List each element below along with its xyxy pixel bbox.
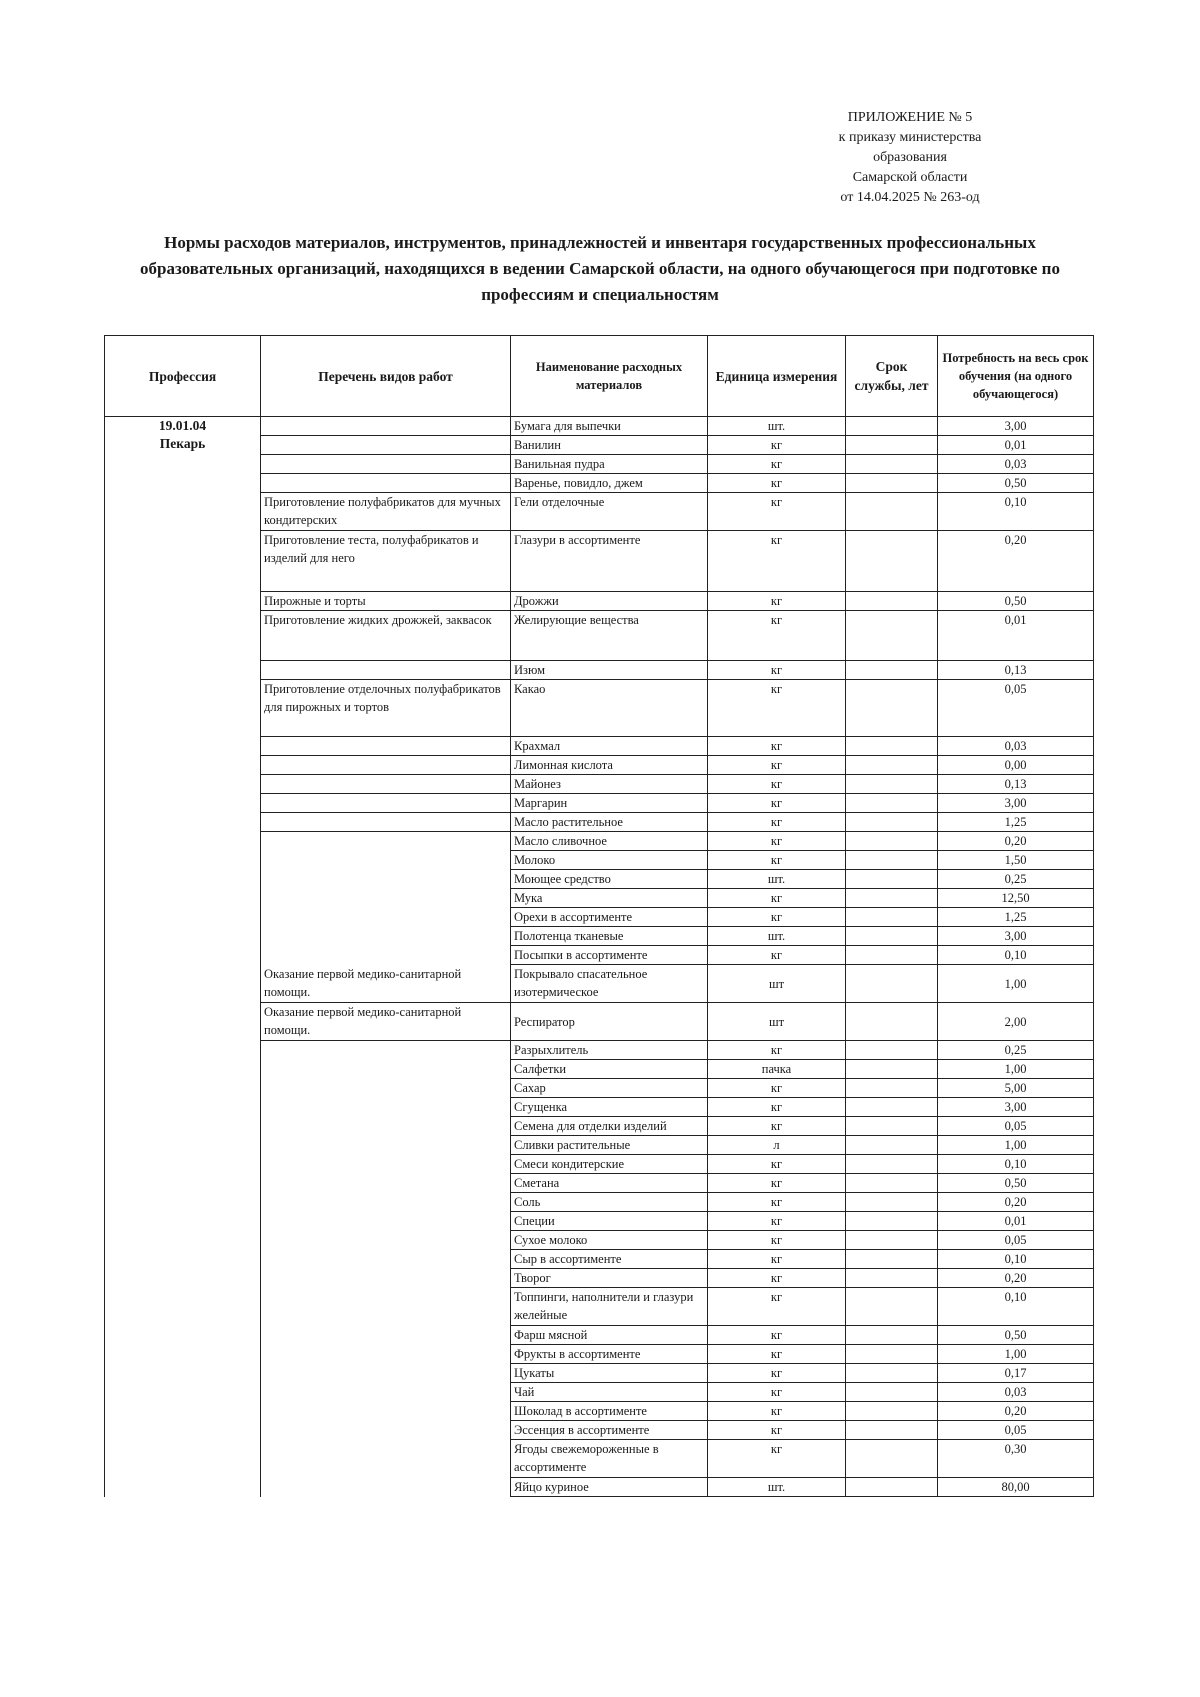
material-cell: Варенье, повидло, джем [511, 474, 708, 493]
unit-cell: кг [708, 1117, 846, 1136]
unit-cell: кг [708, 1364, 846, 1383]
service-life-cell [846, 1364, 938, 1383]
unit-cell: шт. [708, 927, 846, 946]
unit-cell: кг [708, 756, 846, 775]
service-life-cell [846, 775, 938, 794]
material-cell: Специи [511, 1212, 708, 1231]
unit-cell: кг [708, 1402, 846, 1421]
material-cell: Орехи в ассортименте [511, 908, 708, 927]
service-life-cell [846, 680, 938, 737]
material-cell: Семена для отделки изделий [511, 1117, 708, 1136]
need-cell: 0,20 [938, 1193, 1094, 1212]
service-life-cell [846, 611, 938, 661]
unit-cell: кг [708, 1269, 846, 1288]
table-header-row [105, 336, 1094, 417]
need-cell: 12,50 [938, 889, 1094, 908]
service-life-cell [846, 1041, 938, 1060]
material-cell: Какао [511, 680, 708, 737]
unit-cell: шт [708, 1003, 846, 1041]
need-cell: 0,03 [938, 737, 1094, 756]
need-cell: 0,10 [938, 1250, 1094, 1269]
work-cell [261, 832, 511, 965]
unit-cell: кг [708, 1098, 846, 1117]
need-cell: 0,50 [938, 1174, 1094, 1193]
unit-cell: кг [708, 813, 846, 832]
col-material: Наименование расходных материалов [511, 336, 708, 417]
service-life-cell [846, 1326, 938, 1345]
col-profession: Профессия [105, 336, 261, 417]
unit-cell: шт [708, 965, 846, 1003]
unit-cell: кг [708, 1383, 846, 1402]
service-life-cell [846, 813, 938, 832]
service-life-cell [846, 927, 938, 946]
service-life-cell [846, 1212, 938, 1231]
material-cell: Чай [511, 1383, 708, 1402]
material-cell: Салфетки [511, 1060, 708, 1079]
work-cell [261, 661, 511, 680]
material-cell: Сахар [511, 1079, 708, 1098]
work-cell [261, 474, 511, 493]
material-cell: Цукаты [511, 1364, 708, 1383]
unit-cell: кг [708, 1041, 846, 1060]
unit-cell: кг [708, 1421, 846, 1440]
material-cell: Творог [511, 1269, 708, 1288]
need-cell: 0,25 [938, 1041, 1094, 1060]
unit-cell: кг [708, 592, 846, 611]
unit-cell: кг [708, 661, 846, 680]
material-cell: Желирующие вещества [511, 611, 708, 661]
material-cell: Мука [511, 889, 708, 908]
appendix-line-2: образования [873, 150, 947, 165]
profession-code: 19.01.04 [158, 418, 207, 433]
material-cell: Гели отделочные [511, 493, 708, 531]
work-cell [261, 436, 511, 455]
unit-cell: кг [708, 775, 846, 794]
service-life-cell [846, 832, 938, 851]
service-life-cell [846, 889, 938, 908]
unit-cell: кг [708, 832, 846, 851]
col-need: Потребность на весь срок обучения (на одного обучающегося) [938, 336, 1094, 417]
unit-cell: шт. [708, 1478, 846, 1497]
unit-cell: кг [708, 1174, 846, 1193]
service-life-cell [846, 436, 938, 455]
material-cell: Майонез [511, 775, 708, 794]
need-cell: 0,13 [938, 661, 1094, 680]
service-life-cell [846, 1003, 938, 1041]
service-life-cell [846, 1288, 938, 1326]
need-cell: 3,00 [938, 417, 1094, 436]
material-cell: Ягоды свежемороженные в ассортименте [511, 1440, 708, 1478]
need-cell: 0,10 [938, 493, 1094, 531]
need-cell: 0,20 [938, 1402, 1094, 1421]
material-cell: Соль [511, 1193, 708, 1212]
unit-cell: кг [708, 1155, 846, 1174]
unit-cell: пачка [708, 1060, 846, 1079]
work-cell [261, 417, 511, 436]
col-unit: Единица измерения [708, 336, 846, 417]
service-life-cell [846, 794, 938, 813]
unit-cell: кг [708, 493, 846, 531]
need-cell: 0,20 [938, 1269, 1094, 1288]
work-cell: Оказание первой медико-санитарной помощи. [261, 965, 511, 1003]
need-cell: 0,05 [938, 680, 1094, 737]
need-cell: 3,00 [938, 794, 1094, 813]
material-cell: Дрожжи [511, 592, 708, 611]
norms-table [104, 335, 1094, 1497]
need-cell: 0,50 [938, 592, 1094, 611]
service-life-cell [846, 756, 938, 775]
need-cell: 0,20 [938, 832, 1094, 851]
need-cell: 0,05 [938, 1117, 1094, 1136]
work-cell [261, 794, 511, 813]
appendix-line-3: Самарской области [852, 170, 968, 185]
service-life-cell [846, 1478, 938, 1497]
work-cell [261, 737, 511, 756]
material-cell: Респиратор [511, 1003, 708, 1041]
material-cell: Шоколад в ассортименте [511, 1402, 708, 1421]
service-life-cell [846, 1345, 938, 1364]
material-cell: Топпинги, наполнители и глазури желейные [511, 1288, 708, 1326]
service-life-cell [846, 737, 938, 756]
need-cell: 0,05 [938, 1421, 1094, 1440]
unit-cell: л [708, 1136, 846, 1155]
material-cell: Эссенция в ассортименте [511, 1421, 708, 1440]
service-life-cell [846, 870, 938, 889]
need-cell: 0,10 [938, 946, 1094, 965]
need-cell: 0,50 [938, 474, 1094, 493]
need-cell: 0,10 [938, 1155, 1094, 1174]
work-cell: Приготовление отделочных полуфабрикатов для пирожных и тортов [261, 680, 511, 737]
service-life-cell [846, 1231, 938, 1250]
unit-cell: шт. [708, 870, 846, 889]
material-cell: Яйцо куриное [511, 1478, 708, 1497]
material-cell: Ванилин [511, 436, 708, 455]
need-cell: 1,00 [938, 1136, 1094, 1155]
service-life-cell [846, 1383, 938, 1402]
unit-cell: кг [708, 908, 846, 927]
service-life-cell [846, 1155, 938, 1174]
need-cell: 0,01 [938, 436, 1094, 455]
need-cell: 3,00 [938, 1098, 1094, 1117]
work-cell [261, 775, 511, 794]
need-cell: 0,17 [938, 1364, 1094, 1383]
need-cell: 0,30 [938, 1440, 1094, 1478]
material-cell: Крахмал [511, 737, 708, 756]
service-life-cell [846, 1250, 938, 1269]
material-cell: Полотенца тканевые [511, 927, 708, 946]
need-cell: 0,10 [938, 1288, 1094, 1326]
service-life-cell [846, 908, 938, 927]
material-cell: Сливки растительные [511, 1136, 708, 1155]
need-cell: 0,01 [938, 1212, 1094, 1231]
work-cell [261, 756, 511, 775]
appendix-header [780, 108, 1040, 208]
appendix-date: от 14.04.2025 № 263-од [840, 190, 980, 205]
unit-cell: кг [708, 1288, 846, 1326]
work-cell: Приготовление полуфабрикатов для мучных кондитерских [261, 493, 511, 531]
service-life-cell [846, 474, 938, 493]
need-cell: 2,00 [938, 1003, 1094, 1041]
need-cell: 5,00 [938, 1079, 1094, 1098]
service-life-cell [846, 493, 938, 531]
need-cell: 1,50 [938, 851, 1094, 870]
need-cell: 0,20 [938, 531, 1094, 592]
material-cell: Глазури в ассортименте [511, 531, 708, 592]
unit-cell: кг [708, 889, 846, 908]
service-life-cell [846, 1193, 938, 1212]
need-cell: 0,25 [938, 870, 1094, 889]
unit-cell: кг [708, 1079, 846, 1098]
material-cell: Молоко [511, 851, 708, 870]
unit-cell: кг [708, 1326, 846, 1345]
service-life-cell [846, 1269, 938, 1288]
need-cell: 0,05 [938, 1231, 1094, 1250]
unit-cell: кг [708, 1193, 846, 1212]
unit-cell: шт. [708, 417, 846, 436]
need-cell: 1,00 [938, 1060, 1094, 1079]
service-life-cell [846, 455, 938, 474]
service-life-cell [846, 661, 938, 680]
need-cell: 1,25 [938, 813, 1094, 832]
unit-cell: кг [708, 794, 846, 813]
unit-cell: кг [708, 851, 846, 870]
service-life-cell [846, 1136, 938, 1155]
work-cell [261, 1041, 511, 1497]
unit-cell: кг [708, 1212, 846, 1231]
service-life-cell [846, 965, 938, 1003]
service-life-cell [846, 417, 938, 436]
unit-cell: кг [708, 1250, 846, 1269]
service-life-cell [846, 1174, 938, 1193]
document-title: Нормы расходов материалов, инструментов, принадлежностей и инвентаря государственных профессиональных образовательных организаций, находящихся в ведении Самарской области, на одного обучающегося при подготовке по профессиям и специальностям [140, 233, 1060, 304]
unit-cell: кг [708, 1440, 846, 1478]
service-life-cell [846, 1440, 938, 1478]
material-cell: Смеси кондитерские [511, 1155, 708, 1174]
work-cell: Пирожные и торты [261, 592, 511, 611]
unit-cell: кг [708, 1231, 846, 1250]
service-life-cell [846, 1098, 938, 1117]
unit-cell: кг [708, 611, 846, 661]
material-cell: Фарш мясной [511, 1326, 708, 1345]
material-cell: Изюм [511, 661, 708, 680]
work-cell: Приготовление жидких дрожжей, заквасок [261, 611, 511, 661]
need-cell: 0,50 [938, 1326, 1094, 1345]
service-life-cell [846, 592, 938, 611]
material-cell: Сгущенка [511, 1098, 708, 1117]
service-life-cell [846, 1421, 938, 1440]
unit-cell: кг [708, 1345, 846, 1364]
material-cell: Масло сливочное [511, 832, 708, 851]
service-life-cell [846, 531, 938, 592]
need-cell: 1,25 [938, 908, 1094, 927]
material-cell: Сыр в ассортименте [511, 1250, 708, 1269]
need-cell: 0,03 [938, 1383, 1094, 1402]
service-life-cell [846, 1079, 938, 1098]
unit-cell: кг [708, 531, 846, 592]
appendix-number: ПРИЛОЖЕНИЕ № 5 [847, 110, 973, 125]
need-cell: 1,00 [938, 1345, 1094, 1364]
work-cell: Оказание первой медико-санитарной помощи. [261, 1003, 511, 1041]
material-cell: Покрывало спасательное изотермическое [511, 965, 708, 1003]
unit-cell: кг [708, 436, 846, 455]
unit-cell: кг [708, 737, 846, 756]
need-cell: 0,03 [938, 455, 1094, 474]
need-cell: 3,00 [938, 927, 1094, 946]
profession-cell [105, 417, 261, 1497]
table-row [105, 417, 1094, 436]
service-life-cell [846, 851, 938, 870]
service-life-cell [846, 946, 938, 965]
material-cell: Сметана [511, 1174, 708, 1193]
unit-cell: кг [708, 455, 846, 474]
need-cell: 80,00 [938, 1478, 1094, 1497]
col-works: Перечень видов работ [261, 336, 511, 417]
material-cell: Моющее средство [511, 870, 708, 889]
need-cell: 1,00 [938, 965, 1094, 1003]
material-cell: Разрыхлитель [511, 1041, 708, 1060]
work-cell [261, 455, 511, 474]
material-cell: Лимонная кислота [511, 756, 708, 775]
material-cell: Масло растительное [511, 813, 708, 832]
unit-cell: кг [708, 946, 846, 965]
col-service-life: Срок службы, лет [846, 336, 938, 417]
work-cell: Приготовление теста, полуфабрикатов и изделий для него [261, 531, 511, 592]
work-cell [261, 813, 511, 832]
need-cell: 0,13 [938, 775, 1094, 794]
appendix-line-1: к приказу министерства [838, 130, 982, 145]
service-life-cell [846, 1117, 938, 1136]
service-life-cell [846, 1402, 938, 1421]
material-cell: Посыпки в ассортименте [511, 946, 708, 965]
profession-name: Пекарь [159, 436, 206, 451]
material-cell: Ванильная пудра [511, 455, 708, 474]
unit-cell: кг [708, 680, 846, 737]
material-cell: Сухое молоко [511, 1231, 708, 1250]
material-cell: Маргарин [511, 794, 708, 813]
material-cell: Фрукты в ассортименте [511, 1345, 708, 1364]
unit-cell: кг [708, 474, 846, 493]
need-cell: 0,01 [938, 611, 1094, 661]
material-cell: Бумага для выпечки [511, 417, 708, 436]
need-cell: 0,00 [938, 756, 1094, 775]
service-life-cell [846, 1060, 938, 1079]
